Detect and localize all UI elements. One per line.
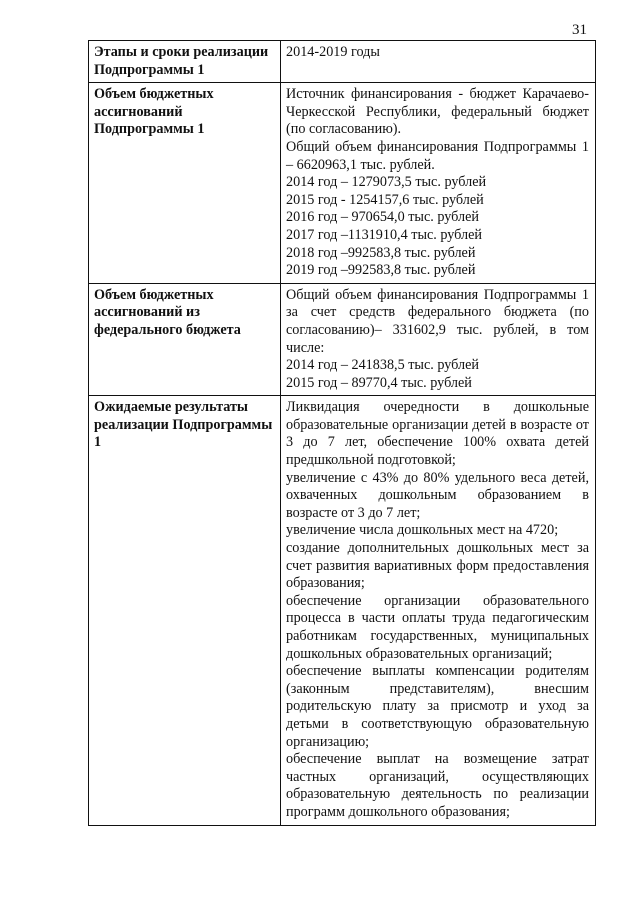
value-line: 2014-2019 годы — [286, 44, 380, 60]
row-label-stages: Этапы и сроки реализации Подпрограммы 1 — [89, 41, 281, 83]
row-value-federal-budget — [281, 283, 596, 396]
row-label-federal-budget: Объем бюджетных ассигнований из федерального бюджета — [89, 283, 281, 396]
value-line: Общий объем финансирования Подпрограммы 1 за счет средств федерального бюджета (по согласованию)– 331602,9 тыс. рублей, в том числе: — [286, 286, 589, 356]
value-line: 2016 год – 970654,0 тыс. рублей — [286, 209, 479, 226]
value-line: Общий объем финансирования Подпрограммы 1 – 6620963,1 тыс. рублей. — [286, 138, 589, 173]
value-line: обеспечение выплат на возмещение затрат частных организаций, осуществляющих образовательную деятельность по реализации программ дошкольного образования; — [286, 751, 589, 820]
value-line: обеспечение выплаты компенсации родителям (законным представителям), внесшим родительскую плату за присмотр и уход за детьми в соответствующую образовательную организацию; — [286, 663, 589, 750]
value-line: Ликвидация очередности в дошкольные образовательные организации детей в возрасте от 3 до 7 лет, обеспечение 100% охвата детей предшкольной подготовкой; — [286, 399, 589, 469]
value-line: 2014 год – 241838,5 тыс. рублей — [286, 357, 479, 374]
row-label-results: Ожидаемые результаты реализации Подпрограммы 1 — [89, 396, 281, 825]
value-line: обеспечение организации образовательного процесса в части оплаты труда педагогическим работникам государственных, муниципальных дошкольных образовательных организаций; — [286, 592, 589, 662]
value-line: увеличение с 43% до 80% удельного веса детей, охваченных дошкольным образованием в возрасте от 3 до 7 лет; — [286, 469, 589, 521]
value-line: Источник финансирования - бюджет Карачаево-Черкесской Республики, федеральный бюджет (по согласованию). — [286, 86, 589, 138]
row-value-stages — [281, 41, 596, 83]
table-row-results — [89, 396, 596, 825]
value-line: создание дополнительных дошкольных мест за счет развития вариативных форм предоставления образования; — [286, 540, 589, 592]
value-line: 2014 год – 1279073,5 тыс. рублей — [286, 174, 487, 191]
table-row-federal-budget — [89, 283, 596, 396]
row-value-results — [281, 396, 596, 825]
value-line: 2017 год –1131910,4 тыс. рублей — [286, 226, 483, 243]
value-line: увеличение числа дошкольных мест на 4720; — [286, 522, 559, 539]
value-line: 2019 год –992583,8 тыс. рублей — [286, 262, 476, 279]
row-label-budget: Объем бюджетных ассигнований Подпрограммы 1 — [89, 83, 281, 284]
table-row-stages — [89, 41, 596, 83]
value-line: 2015 год – 89770,4 тыс. рублей — [286, 374, 472, 391]
value-line: 2015 год - 1254157,6 тыс. рублей — [286, 191, 484, 208]
table-row-budget — [89, 83, 596, 284]
subprogram-passport-table — [88, 40, 596, 826]
value-line: 2018 год –992583,8 тыс. рублей — [286, 244, 476, 261]
row-value-budget — [281, 83, 596, 284]
page-number: 31 — [572, 22, 587, 38]
